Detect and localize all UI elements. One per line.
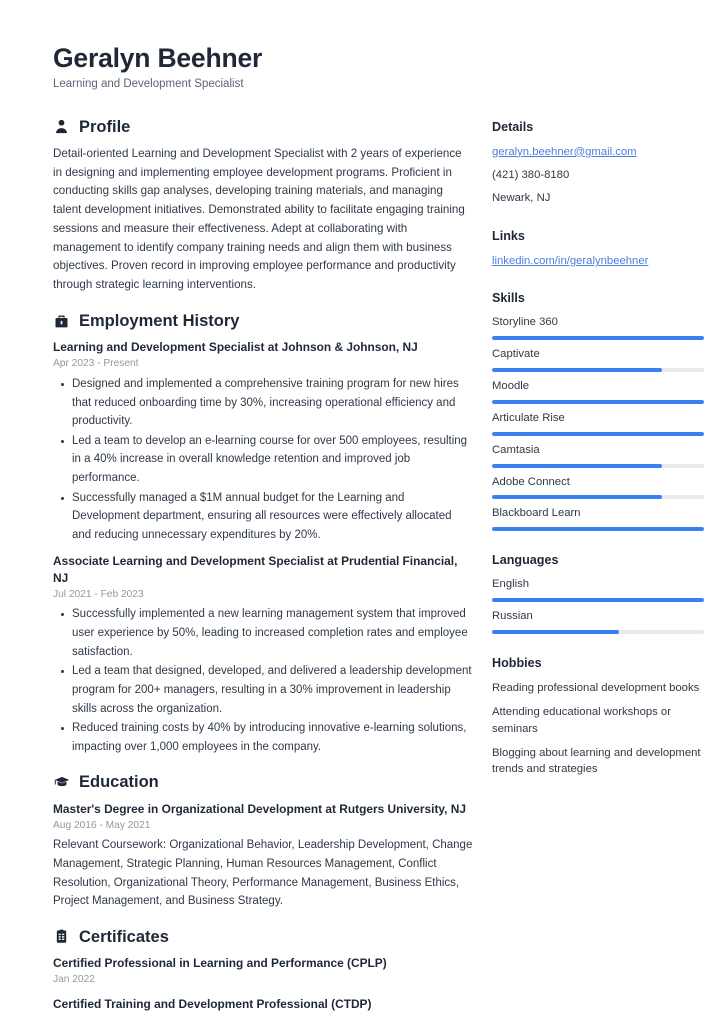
bullet-item: Led a team that designed, developed, and delivered a leadership development program for 200+ managers, resulting in a 30% improvement in leadership skills across the organization. xyxy=(72,662,473,718)
skill-meter-track xyxy=(492,495,704,499)
skill-item xyxy=(492,443,704,468)
skill-label: Captivate xyxy=(492,348,540,361)
bullet-item: Designed and implemented a comprehensive training program for new hires that reduced onboarding time by 30%, increasing operational efficiency and productivity. xyxy=(72,375,473,431)
candidate-name: Geralyn Beehner xyxy=(53,43,263,73)
skill-item xyxy=(492,379,704,404)
skill-meter-fill xyxy=(492,527,704,531)
skill-meter-fill xyxy=(492,495,662,499)
skill-meter-fill xyxy=(492,464,662,468)
skill-label: Storyline 360 xyxy=(492,316,558,329)
skill-item xyxy=(492,506,704,531)
education-entry-date: Aug 2016 - May 2021 xyxy=(53,819,151,831)
language-meter-fill xyxy=(492,598,704,602)
skill-item xyxy=(492,315,704,340)
language-label: English xyxy=(492,578,530,591)
main-column xyxy=(53,118,473,1030)
employment-entry-title: Associate Learning and Development Specialist at Prudential Financial, NJ xyxy=(53,553,458,585)
graduation-cap-icon xyxy=(53,774,70,791)
skill-item xyxy=(492,475,704,500)
hobby-item: Blogging about learning and development trends and strategies xyxy=(492,747,701,776)
certificate-icon xyxy=(53,928,70,945)
section-profile xyxy=(53,118,473,295)
skill-meter-fill xyxy=(492,368,662,372)
bullet-item: Led a team to develop an e-learning course for over 500 employees, resulting in a 40% increase in overall knowledge retention and improved job performance. xyxy=(72,432,473,488)
email-link[interactable]: geralyn.beehner@gmail.com xyxy=(492,145,637,158)
sidebar-details xyxy=(492,120,704,207)
language-meter-fill xyxy=(492,630,619,634)
user-icon xyxy=(53,118,70,135)
employment-heading xyxy=(53,312,473,330)
certificate-entry-title: Certified Training and Development Professional (CTDP) xyxy=(53,996,372,1011)
language-item xyxy=(492,609,704,634)
education-entry-title: Master's Degree in Organizational Development at Rutgers University, NJ xyxy=(53,801,466,816)
skill-meter-track xyxy=(492,527,704,531)
certificate-entry xyxy=(53,996,473,1013)
section-education xyxy=(53,773,473,910)
sidebar-skills xyxy=(492,291,704,531)
skill-label: Moodle xyxy=(492,380,530,393)
language-item xyxy=(492,577,704,602)
profile-text: Detail-oriented Learning and Development Specialist with 2 years of experience in designing and implementing employee development programs. Proficient in conducting skills gap analyses, developing training materials, and managing talent development initiatives. Demonstrated ability to facilitate engaging training sessions and measure their effectiveness. Adept at collaborating with management to identify company training needs and align them with business objectives. Proven record in improving employee performance and productivity through strategic learning interventions. xyxy=(53,146,465,292)
sidebar-title-languages: Languages xyxy=(492,553,559,568)
certificate-entry-title: Certified Professional in Learning and Performance (CPLP) xyxy=(53,955,387,970)
language-label: Russian xyxy=(492,610,533,623)
language-meter-track xyxy=(492,598,704,602)
employment-entry-bullets xyxy=(53,375,473,545)
language-meter-track xyxy=(492,630,704,634)
skill-meter-track xyxy=(492,400,704,404)
education-entry-description: Relevant Coursework: Organizational Behavior, Leadership Development, Change Management, Strategic Planning, Human Resources Management, Conflict Resolution, Organizational Theory, Performance Management, Business Ethics, Project Management, and Business Strategy. xyxy=(53,839,473,908)
sidebar-links xyxy=(492,229,704,269)
skill-meter-fill xyxy=(492,432,704,436)
section-title-education: Education xyxy=(79,773,159,792)
sidebar-title-hobbies: Hobbies xyxy=(492,655,542,670)
education-heading xyxy=(53,773,473,791)
certificate-entry xyxy=(53,955,473,988)
bullet-item: Successfully implemented a new learning management system that improved user experience by 50%, leading to increased completion rates and employee satisfaction. xyxy=(72,605,473,661)
skill-meter-track xyxy=(492,464,704,468)
certificates-heading xyxy=(53,928,473,946)
skill-item xyxy=(492,411,704,436)
section-title-employment: Employment History xyxy=(79,312,240,330)
section-employment xyxy=(53,312,473,756)
phone-text: (421) 380-8180 xyxy=(492,169,570,182)
section-title-certificates: Certificates xyxy=(79,927,169,946)
skill-meter-track xyxy=(492,336,704,340)
skill-meter-track xyxy=(492,432,704,436)
linkedin-link[interactable]: linkedin.com/in/geralynbeehner xyxy=(492,254,649,267)
briefcase-icon xyxy=(53,313,70,330)
skill-meter-track xyxy=(492,368,704,372)
sidebar-title-skills: Skills xyxy=(492,291,525,306)
profile-heading xyxy=(53,118,473,136)
skill-label: Camtasia xyxy=(492,443,540,456)
sidebar-languages xyxy=(492,553,704,634)
resume-columns xyxy=(53,117,701,1030)
education-entry xyxy=(53,801,473,911)
employment-entry xyxy=(53,553,473,757)
section-title-profile: Profile xyxy=(79,117,131,136)
employment-entry-date: Apr 2023 - Present xyxy=(53,358,139,370)
bullet-item: Successfully managed a $1M annual budget for the Learning and Development department, ensuring all resources were effectively allocated and reducing unnecessary expenditures by 20%. xyxy=(72,489,473,545)
bullet-item: Reduced training costs by 40% by introducing innovative e-learning solutions, impacting over 1,000 employees in the company. xyxy=(72,719,473,756)
hobby-item: Attending educational workshops or seminars xyxy=(492,706,671,735)
sidebar-title-links: Links xyxy=(492,228,525,243)
candidate-job-title: Learning and Development Specialist xyxy=(53,77,244,90)
location-text: Newark, NJ xyxy=(492,192,551,205)
skill-label: Adobe Connect xyxy=(492,475,570,488)
skill-label: Blackboard Learn xyxy=(492,507,581,520)
sidebar-column xyxy=(492,118,704,800)
employment-entry-date: Jul 2021 - Feb 2023 xyxy=(53,588,144,600)
skill-meter-fill xyxy=(492,400,704,404)
employment-entry xyxy=(53,339,473,544)
skill-item xyxy=(492,347,704,372)
sidebar-hobbies xyxy=(492,656,704,778)
resume-header xyxy=(53,44,684,92)
employment-entry-bullets xyxy=(53,605,473,756)
sidebar-title-details: Details xyxy=(492,119,534,134)
certificate-entry-date: Jan 2022 xyxy=(53,973,95,985)
employment-entry-title: Learning and Development Specialist at Johnson & Johnson, NJ xyxy=(53,340,418,355)
skill-label: Articulate Rise xyxy=(492,411,565,424)
section-certificates xyxy=(53,928,473,1013)
skill-meter-fill xyxy=(492,336,704,340)
hobby-item: Reading professional development books xyxy=(492,681,700,694)
